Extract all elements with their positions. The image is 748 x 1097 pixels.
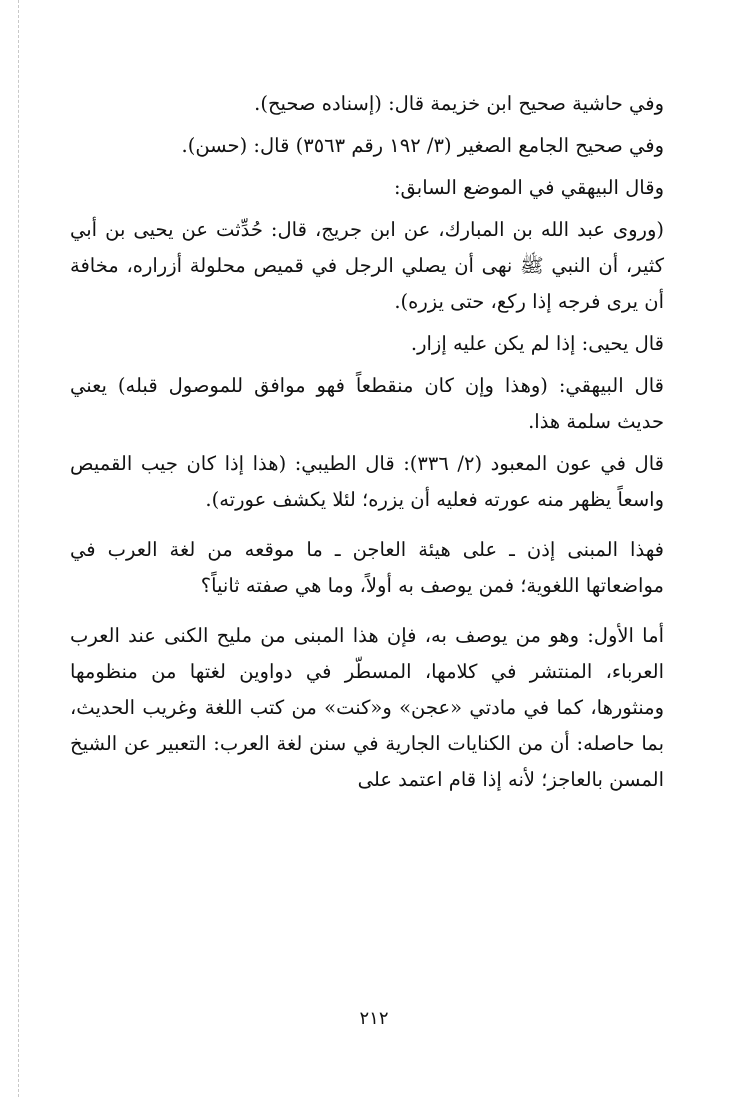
body-text bbox=[70, 86, 692, 798]
paragraph-6: قال البيهقي: (وهذا وإن كان منقطعاً فهو موافق للموصول قبله) يعني حديث سلمة هذا. bbox=[70, 374, 664, 433]
paragraph-4: (وروى عبد الله بن المبارك، عن ابن جريج، قال: حُدِّثت عن يحيى بن أبي كثير، أن النبي ﷺ نهى أن يصلي الرجل في قميص محلولة أزراره، مخافة أن يرى فرجه إذا ركع، حتى يزره). bbox=[70, 218, 664, 313]
paragraph-5: قال يحيى: إذا لم يكن عليه إزار. bbox=[410, 332, 664, 355]
paragraph-1: وفي حاشية صحيح ابن خزيمة قال: (إسناده صحيح). bbox=[254, 92, 664, 115]
page-number: ٢١٢ bbox=[359, 1008, 389, 1029]
paragraph-7: قال في عون المعبود (٢/ ٣٣٦): قال الطيبي: (هذا إذا كان جيب القميص واسعاً يظهر منه عورته فعليه أن يزره؛ لئلا يكشف عورته). bbox=[70, 452, 664, 511]
page-margin-rule bbox=[18, 0, 19, 1097]
paragraph-3: وقال البيهقي في الموضع السابق: bbox=[393, 176, 664, 199]
paragraph-8: فهذا المبنى إذن ـ على هيئة العاجن ـ ما موقعه من لغة العرب في مواضعاتها اللغوية؛ فمن يوصف به أولاً، وما هي صفته ثانياً؟ bbox=[70, 538, 664, 597]
paragraph-9: أما الأول: وهو من يوصف به، فإن هذا المبنى من مليح الكنى عند العرب العرباء، المنتشر في كلامها، المسطّر في دواوين لغتها من منظومها ومنثورها، كما في مادتي «عجن» و«كنت» من كتب اللغة وغريب الحديث، بما حاصله: أن من الكنايات الجارية في سنن لغة العرب: التعبير عن الشيخ المسن بالعاجز؛ لأنه إذا قام اعتمد على bbox=[70, 624, 664, 791]
paragraph-2: وفي صحيح الجامع الصغير (٣/ ١٩٢ رقم ٣٥٦٣) قال: (حسن). bbox=[181, 134, 664, 157]
